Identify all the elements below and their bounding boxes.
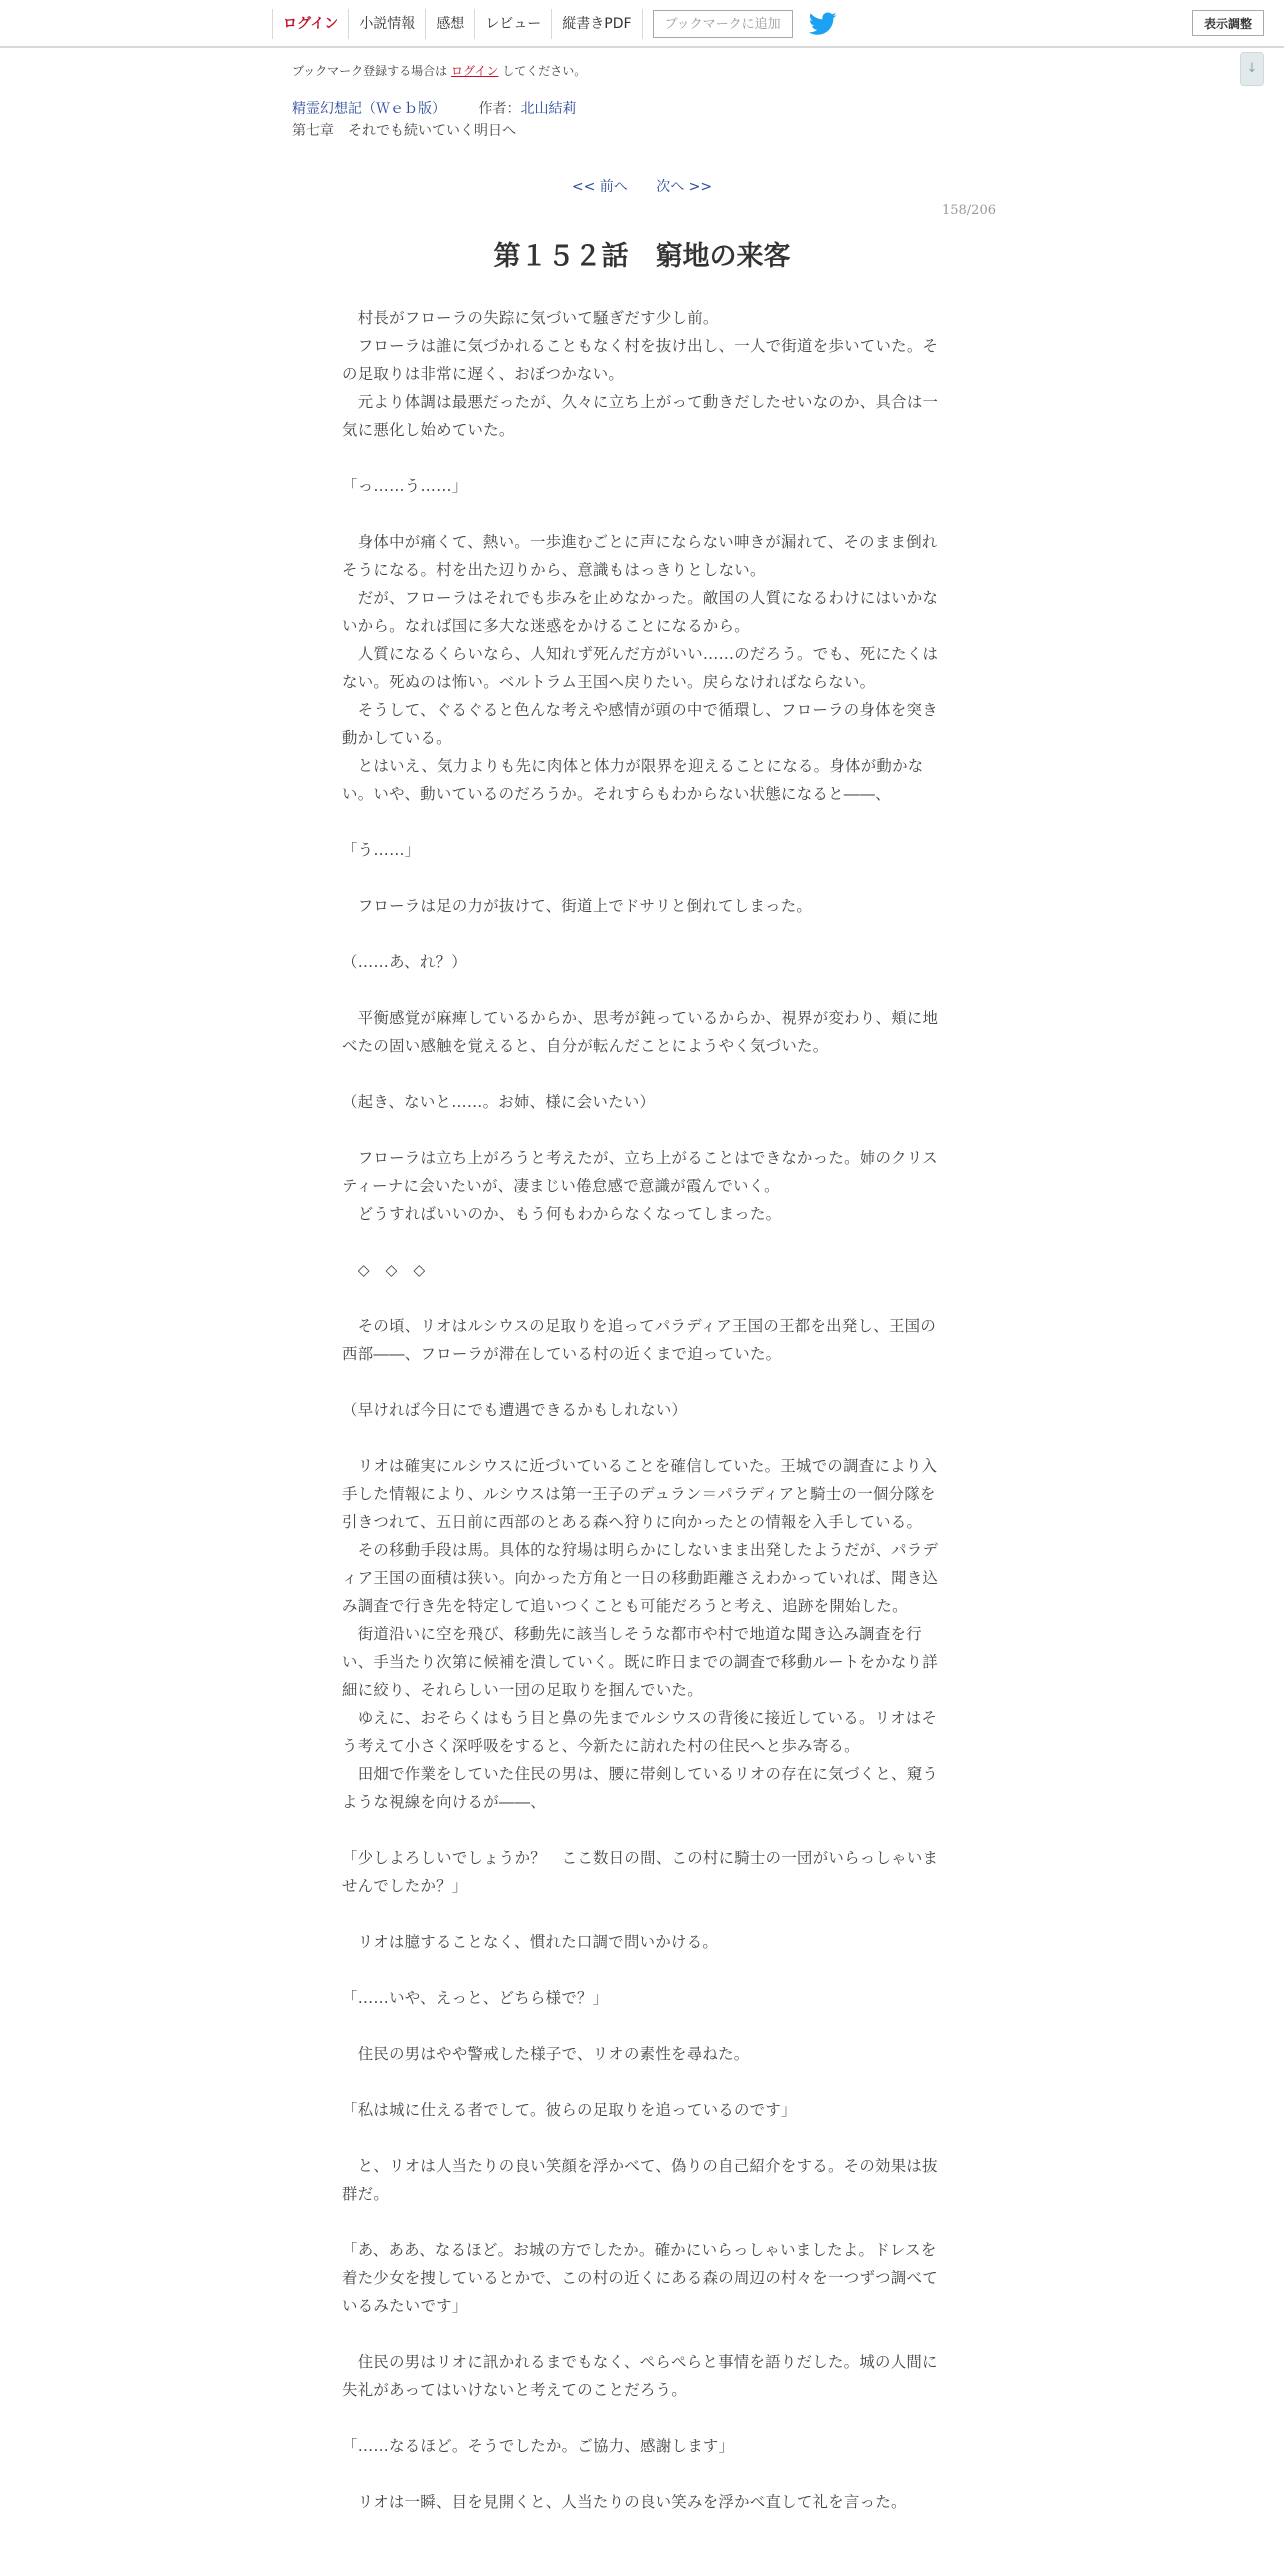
body-paragraph: リオは臆することなく、慣れた口調で問いかける。 (342, 1933, 719, 1951)
blank-line (342, 1816, 942, 1844)
body-paragraph: 「……いや、えっと、どちら様で？」 (342, 1989, 609, 2007)
body-paragraph: （早ければ今日にでも遭遇できるかもしれない） (342, 1401, 688, 1419)
body-paragraph: ◇ ◇ ◇ (342, 1261, 426, 1279)
blank-line (342, 1368, 942, 1396)
notice-prefix: ブックマーク登録する場合は (292, 64, 448, 78)
body-paragraph: と、リオは人当たりの良い笑顔を浮かべて、偽りの自己紹介をする。その効果は抜群だ。 (342, 2157, 938, 2203)
prev-episode-link[interactable]: << 前へ (571, 179, 628, 195)
body-paragraph: 街道沿いに空を飛び、移動先に該当しそうな都市や村で地道な聞き込み調査を行い、手当たり次第に候補を潰していく。既に昨日までの調査で移動ルートをかなり詳細に絞り、それらしい一団の足取りを掴んでいた。 (342, 1625, 938, 1699)
body-paragraph: 住民の男はリオに訊かれるまでもなく、ぺらぺらと事情を語りだした。城の人間に失礼があってはいけないと考えてのことだろう。 (342, 2353, 938, 2399)
notice-login-link[interactable]: ログイン (451, 64, 499, 78)
blank-line (342, 2012, 942, 2040)
body-paragraph: 住民の男はやや警戒した様子で、リオの素性を尋ねた。 (342, 2045, 750, 2063)
series-info (292, 98, 576, 118)
blank-line (342, 1060, 942, 1088)
blank-line (342, 2068, 942, 2096)
body-paragraph: とはいえ、気力よりも先に肉体と体力が限界を迎えることになる。身体が動かない。いや、動いているのだろうか。それすらもわからない状態になると――、 (342, 757, 924, 803)
body-paragraph: その頃、リオはルシウスの足取りを追ってパラディア王国の王都を出発し、王国の西部――、フローラが滞在している村の近くまで迫っていた。 (342, 1317, 937, 1363)
episode-counter: 158/206 (941, 203, 996, 218)
body-paragraph: 田畑で作業をしていた住民の男は、腰に帯剣しているリオの存在に気づくと、窺うような視線を向けるが――、 (342, 1765, 939, 1811)
blank-line (342, 1116, 942, 1144)
blank-line (342, 864, 942, 892)
body-paragraph: その移動手段は馬。具体的な狩場は明らかにしないまま出発したようだが、パラディア王国の面積は狭い。向かった方角と一日の移動距離さえわかっていれば、聞き込み調査で行き先を特定して追いつくことも可能だろうと考え、追跡を開始した。 (342, 1541, 939, 1615)
body-paragraph: だが、フローラはそれでも歩みを止めなかった。敵国の人質になるわけにはいかないから。なれば国に多大な迷惑をかけることになるから。 (342, 589, 939, 635)
twitter-bird-icon[interactable] (809, 12, 837, 36)
body-paragraph: （起き、ないと……。お姉、様に会いたい） (342, 1093, 656, 1111)
body-paragraph: （……あ、れ？） (342, 953, 467, 971)
body-paragraph: 「私は城に仕える者でして。彼らの足取りを追っているのです」 (342, 2101, 797, 2119)
blank-line (342, 2208, 942, 2236)
blank-line (342, 976, 942, 1004)
blank-line (342, 2404, 942, 2432)
author-link[interactable]: 北山結莉 (520, 101, 577, 117)
add-bookmark-button[interactable]: ブックマークに追加 (653, 10, 793, 38)
body-paragraph: そうして、ぐるぐると色んな考えや感情が頭の中で循環し、フローラの身体を突き動かしている。 (342, 701, 938, 747)
blank-line (342, 2460, 942, 2488)
blank-line (342, 1284, 942, 1312)
body-paragraph: 身体中が痛くて、熱い。一歩進むごとに声にならない呻きが漏れて、そのまま倒れそうになる。村を出た辺りから、意識もはっきりとしない。 (342, 533, 938, 579)
scroll-down-arrow-icon[interactable]: ↓ (1240, 52, 1264, 86)
body-paragraph: 「う……」 (342, 841, 421, 859)
body-paragraph: 人質になるくらいなら、人知れず死んだ方がいい……のだろう。でも、死にたくはない。死ぬのは怖い。ベルトラム王国へ戻りたい。戻らなければならない。 (342, 645, 939, 691)
main-nav (272, 7, 837, 41)
blank-line (342, 1956, 942, 1984)
author-label: 作者： (478, 101, 521, 117)
body-paragraph: フローラは立ち上がろうと考えたが、立ち上がることはできなかった。姉のクリスティーナに会いたいが、凄まじい倦怠感で意識が霞んでいく。 (342, 1149, 938, 1195)
notice-suffix: してください。 (502, 64, 587, 78)
impressions-link[interactable]: 感想 (425, 9, 474, 39)
series-title-link[interactable]: 精霊幻想記（Ｗｅｂ版） (292, 101, 446, 117)
body-paragraph: 元より体調は最悪だったが、久々に立ち上がって動きだしたせいなのか、具合は一気に悪化し始めていた。 (342, 393, 939, 439)
body-paragraph: リオは確実にルシウスに近づいていることを確信していた。王城での調査により入手した情報により、ルシウスは第一王子のデュラン＝パラディアと騎士の一個分隊を引きつれて、五日前に西部のとある森へ狩りに向かったとの情報を入手している。 (342, 1457, 938, 1531)
body-paragraph: 「っ……う……」 (342, 477, 468, 495)
login-link[interactable]: ログイン (272, 9, 348, 39)
body-paragraph: どうすればいいのか、もう何もわからなくなってしまった。 (342, 1205, 782, 1223)
next-episode-link[interactable]: 次へ >> (656, 179, 713, 195)
novel-info-link[interactable]: 小説情報 (348, 9, 425, 39)
body-paragraph: ゆえに、おそらくはもう目と鼻の先までルシウスの背後に接近している。リオはそう考えて小さく深呼吸をすると、今新たに訪れた村の住民へと歩み寄る。 (342, 1709, 938, 1755)
episode-title: 第１５２話 窮地の来客 (493, 241, 791, 272)
episode-pager (0, 176, 1284, 196)
body-paragraph: 「少しよろしいでしょうか？ ここ数日の間、この村に騎士の一団がいらっしゃいませんでしたか？」 (342, 1849, 939, 1895)
body-paragraph: 「……なるほど。そうでしたか。ご協力、感謝します」 (342, 2437, 735, 2455)
display-settings-button[interactable]: 表示調整 (1192, 10, 1264, 36)
blank-line (342, 920, 942, 948)
bookmark-login-notice (292, 62, 586, 79)
vertical-pdf-link[interactable]: 縦書きPDF (551, 9, 642, 39)
novel-body (342, 304, 942, 2516)
chapter-title: 第七章 それでも続いていく明日へ (292, 123, 516, 139)
blank-line (342, 2124, 942, 2152)
blank-line (342, 1900, 942, 1928)
body-paragraph: フローラは誰に気づかれることもなく村を抜け出し、一人で街道を歩いていた。その足取りは非常に遅く、おぼつかない。 (342, 337, 939, 383)
blank-line (342, 1228, 942, 1256)
top-navigation-bar (0, 0, 1284, 48)
body-paragraph: 「あ、ああ、なるほど。お城の方でしたか。確かにいらっしゃいましたよ。ドレスを着た少女を捜しているとかで、この村の近くにある森の周辺の村々を一つずつ調べているみたいです」 (342, 2241, 938, 2315)
body-paragraph: リオは一瞬、目を見開くと、人当たりの良い笑みを浮かべ直して礼を言った。 (342, 2493, 907, 2511)
blank-line (342, 2320, 942, 2348)
blank-line (342, 1424, 942, 1452)
blank-line (342, 500, 942, 528)
blank-line (342, 808, 942, 836)
blank-line (342, 444, 942, 472)
body-paragraph: 村長がフローラの失踪に気づいて騒ぎだす少し前。 (342, 309, 719, 327)
body-paragraph: フローラは足の力が抜けて、街道上でドサリと倒れてしまった。 (342, 897, 813, 915)
review-link[interactable]: レビュー (474, 9, 551, 39)
body-paragraph: 平衡感覚が麻痺しているからか、思考が鈍っているからか、視界が変わり、頬に地べたの固い感触を覚えると、自分が転んだことにようやく気づいた。 (342, 1009, 939, 1055)
